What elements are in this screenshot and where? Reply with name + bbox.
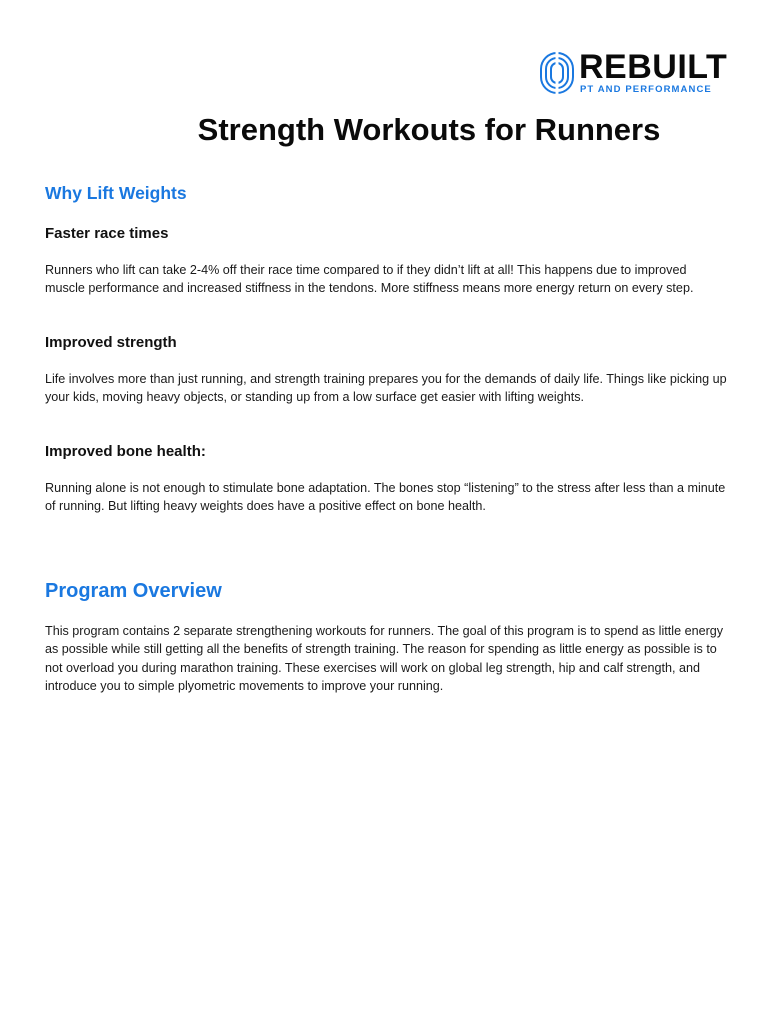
paragraph-improved-strength: Life involves more than just running, and strength training prepares you for the demands of daily life. Things like picking up your kids, moving heavy objects, or standing up from a low surface get easier with lifting weights. <box>45 372 727 405</box>
subheading-bone-health: Improved bone health: <box>45 443 206 460</box>
brand-tagline: PT AND PERFORMANCE <box>580 84 712 95</box>
paragraph-bone-health: Running alone is not enough to stimulate bone adaptation. The bones stop “listening” to the stress after less than a minute of running. But lifting heavy weights does have a positive effect on bone health. <box>45 481 726 514</box>
brand-logo <box>539 48 728 98</box>
brand-name: REBUILT <box>579 48 728 86</box>
section-heading-why-lift: Why Lift Weights <box>45 183 187 203</box>
subheading-improved-strength: Improved strength <box>45 334 177 351</box>
document-title: Strength Workouts for Runners <box>197 112 661 147</box>
subheading-faster-race-times: Faster race times <box>45 225 169 242</box>
paragraph-faster-race-times: Runners who lift can take 2-4% off their race time compared to if they didn’t lift at all! This happens due to improved muscle performance and increased stiffness in the tendons. More stiffness means more energy return on every step. <box>45 263 694 296</box>
section-heading-program-overview: Program Overview <box>45 580 222 602</box>
paragraph-program-overview: This program contains 2 separate strengthening workouts for runners. The goal of this program is to spend as little energy as possible while still getting all the benefits of strength training. The reason for spending as little energy as possible is to not overload you during marathon training. These exercises will work on global leg strength, hip and calf strength, and introduce you to simple plyometric movements to improve your running. <box>45 624 724 693</box>
rebuilt-logo-mark-icon <box>539 50 575 96</box>
